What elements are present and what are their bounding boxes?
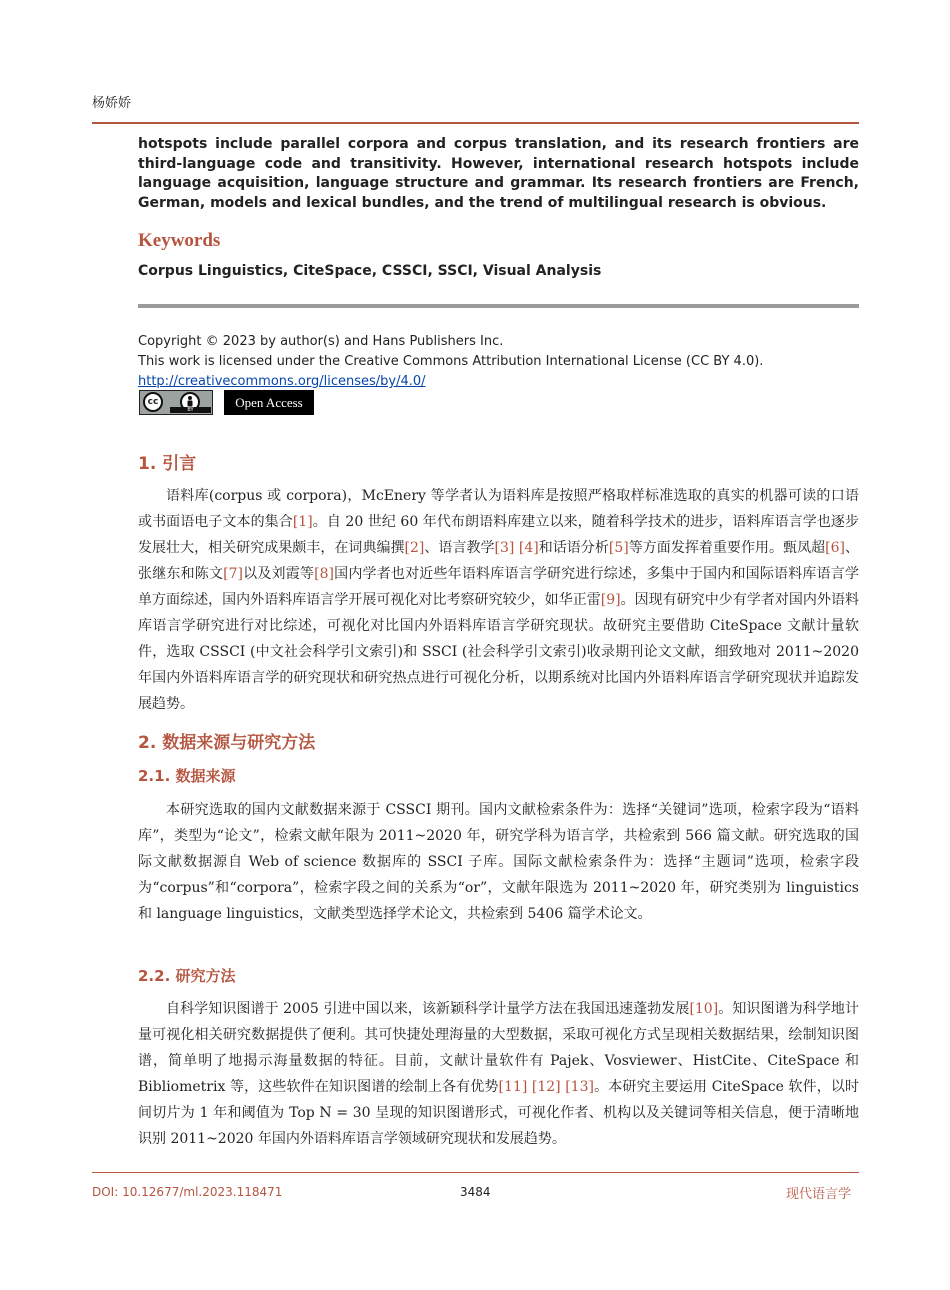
paragraph-text: 。本研究主要运用 CiteSpace 软件，以时间切片为 1 年和阈值为 Top N = 30 呈现的知识图谱形式，可视化作者、机构以及关键词等相关信息，便于清晰地识别 2011~2020 年国内外语料库语言学领域研究现状和发展趋势。 bbox=[138, 1079, 860, 1147]
citation-ref[interactable]: [7] bbox=[223, 566, 243, 582]
paragraph-text: 。自 20 世纪 60 年代布朗语料库建立以来，随着科学技术的进步，语料库语言学也逐步发展壮大，相关研究成果颇丰，在词典编撰 bbox=[138, 514, 860, 556]
cc-by-badge[interactable] bbox=[139, 390, 213, 415]
paragraph-text: 语料库(corpus 或 corpora)，McEnery 等学者认为语料库是按照严格取样标准选取的真实的机器可读的口语或书面语电子文本的集合 bbox=[138, 488, 859, 530]
running-header-author: 杨娇娇 bbox=[92, 96, 132, 111]
section-2-heading: 2. 数据来源与研究方法 bbox=[138, 733, 316, 753]
section-divider bbox=[138, 304, 859, 308]
keywords-list: Corpus Linguistics, CiteSpace, CSSCI, SSCI, Visual Analysis bbox=[138, 263, 602, 279]
footer-doi: DOI: 10.12677/ml.2023.118471 bbox=[92, 1185, 283, 1199]
paragraph-text: 。因现有研究中少有学者对国内外语料库语言学研究进行对比综述，可视化对比国内外语料库语言学研究现状。故研究主要借助 CiteSpace 文献计量软件，选取 CSSCI (中文社会科学引文索引)和 SSCI (社会科学引文索引)收录期刊论文文献，细致地对 2011~2020 年国内外语料库语言学的研究现状和研究热点进行可视化分析，以期系统对比国内外语料库语言学研究现状并追踪发展趋势。 bbox=[138, 592, 860, 712]
citation-ref[interactable]: [5] bbox=[608, 540, 629, 556]
section-1-heading: 1. 引言 bbox=[138, 454, 197, 474]
paragraph-text: 国内学者也对近些年语料库语言学研究进行综述，多集中于国内和国际语料库语言学单方面综述，国内外语料库语言学开展可视化对比考察研究较少，如华正雷 bbox=[138, 566, 859, 608]
paragraph-text: 和话语分析 bbox=[538, 540, 609, 556]
citation-ref[interactable]: [8] bbox=[314, 566, 334, 582]
paragraph-text: 本研究选取的国内文献数据来源于 CSSCI 期刊。国内文献检索条件为：选择“关键词”选项，检索字段为“语料库”，类型为“论文”，检索文献年限为 2011~2020 年，研究学科为语言学，共检索到 566 篇文献。研究选取的国际文献数据源自 Web of science 数据库的 SSCI 子库。国际文献检索条件为：选择“主题词”选项，检索字段为“corpus”和“corpora”，检索字段之间的关系为“or”，文献年限选为 2011~2020 年，研究类别为 linguistics 和 language linguistics，文献类型选择学术论文，共检索到 5406 篇学术论文。 bbox=[138, 802, 859, 922]
license-block bbox=[138, 332, 859, 392]
license-line: This work is licensed under the Creative Commons Attribution International License (CC BY 4.0). bbox=[138, 354, 764, 369]
header-divider bbox=[92, 122, 859, 124]
citation-ref[interactable]: [1] bbox=[292, 514, 313, 530]
abstract-text: hotspots include parallel corpora and corpus translation, and its research frontiers are third-language code and transitivity. However, international research hotspots include language acquisition, language structure and grammar. Its research frontiers are French, German, models and lexical bundles, and the trend of multilingual research is obvious. bbox=[138, 136, 859, 211]
citation-ref[interactable]: [6] bbox=[825, 540, 845, 556]
cc-icon: cc bbox=[143, 392, 163, 412]
journal-name: 现代语言学 bbox=[786, 1187, 852, 1202]
paragraph-text: 。知识图谱为科学地计量可视化相关研究数据提供了便利。其可快捷处理海量的大型数据，采取可视化方式呈现相关数据结果，绘制知识图谱，简单明了地揭示海量数据的特征。目前，文献计量软件有 Pajek、Vosviewer、HistCite、CiteSpace 和 Bibliometrix 等，这些软件在知识图谱的绘制上各有优势 bbox=[138, 1001, 859, 1095]
citation-ref[interactable]: [3] [4] bbox=[494, 540, 539, 556]
section-1-paragraph bbox=[138, 483, 859, 717]
citation-ref[interactable]: [10] bbox=[689, 1001, 719, 1017]
section-2-2-paragraph bbox=[138, 996, 859, 1152]
page-number: 3484 bbox=[460, 1185, 491, 1199]
citation-ref[interactable]: [2] bbox=[404, 540, 425, 556]
citation-ref[interactable]: [11] [12] [13] bbox=[498, 1079, 594, 1095]
paragraph-text: 、语言教学 bbox=[424, 540, 495, 556]
license-link[interactable]: http://creativecommons.org/licenses/by/4.0/ bbox=[138, 374, 426, 389]
citation-ref[interactable]: [9] bbox=[600, 592, 621, 608]
section-2-1-paragraph bbox=[138, 797, 859, 927]
copyright-line: Copyright © 2023 by author(s) and Hans Publishers Inc. bbox=[138, 334, 504, 349]
footer-divider bbox=[92, 1172, 859, 1173]
paragraph-text: 自科学知识图谱于 2005 引进中国以来，该新颖科学计量学方法在我国迅速蓬勃发展 bbox=[166, 1001, 690, 1017]
open-access-badge: Open Access bbox=[224, 390, 314, 415]
section-2-1-heading: 2.1. 数据来源 bbox=[138, 767, 236, 785]
keywords-heading: Keywords bbox=[138, 230, 221, 251]
paragraph-text: 、张继东和陈文 bbox=[138, 540, 859, 582]
paragraph-text: 等方面发挥着重要作用。甄凤超 bbox=[628, 540, 826, 556]
section-2-2-heading: 2.2. 研究方法 bbox=[138, 967, 236, 985]
by-label: BY bbox=[170, 407, 211, 413]
paragraph-text: 以及刘霞等 bbox=[242, 566, 315, 582]
